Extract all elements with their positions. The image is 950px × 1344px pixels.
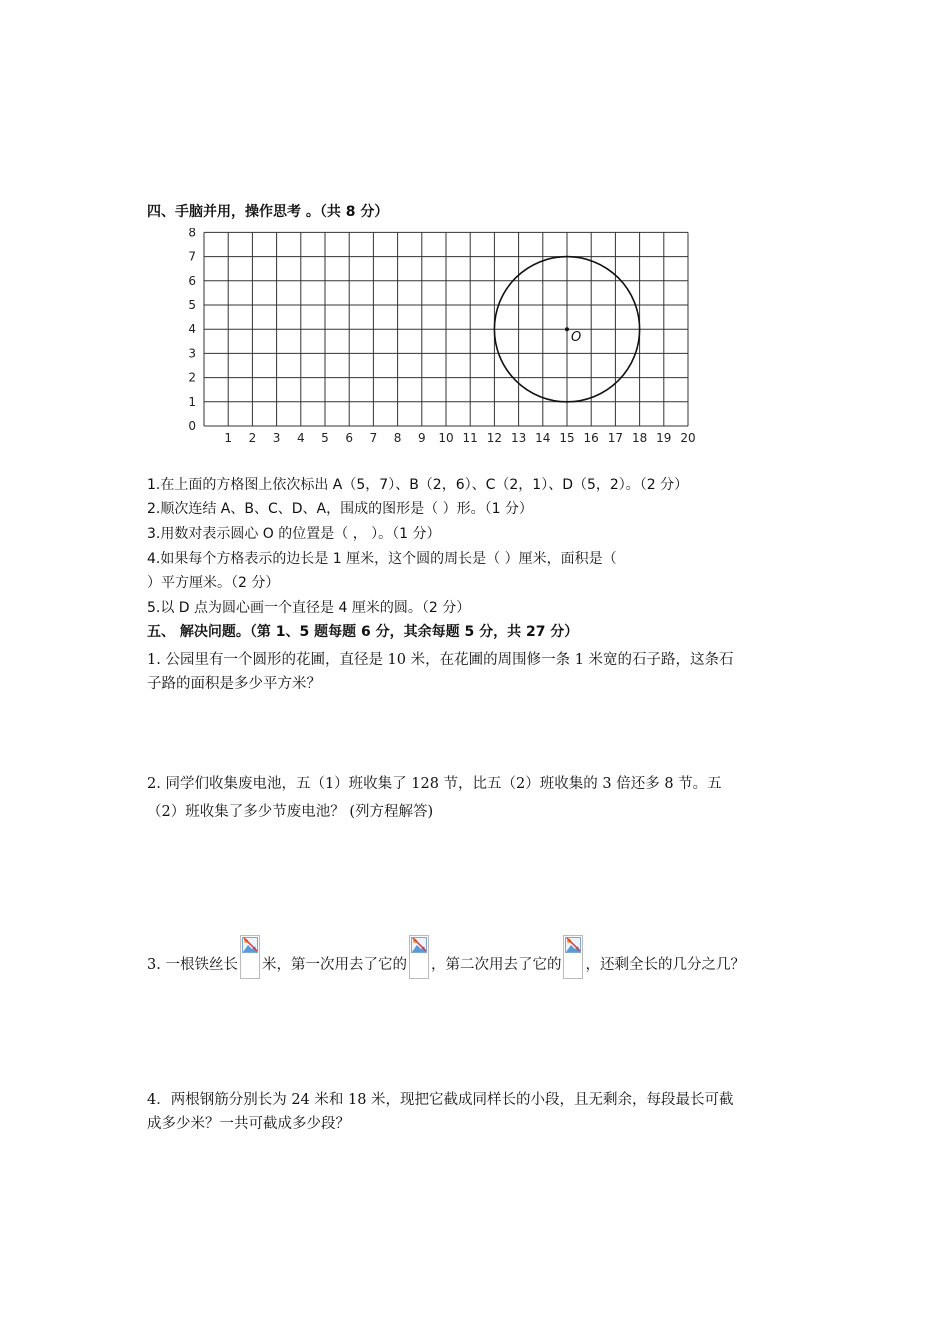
- circle-center-label: O: [571, 330, 582, 346]
- y-tick-label: 0: [188, 419, 196, 433]
- x-tick-label: 7: [369, 431, 378, 445]
- problem-1-line2: 子路的面积是多少平方米？: [147, 676, 321, 692]
- x-tick-label: 17: [607, 431, 624, 445]
- x-tick-label: 5: [321, 431, 329, 445]
- x-tick-label: 16: [583, 431, 599, 445]
- y-tick-label: 1: [188, 394, 196, 409]
- problem-3: [147, 943, 745, 987]
- question-4-1: 1.在上面的方格图上依次标出 A（5，7）、B（2，6）、C（2，1）、D（5，2）。（2 分）: [147, 477, 689, 493]
- x-tick-label: 3: [272, 431, 281, 445]
- x-tick-label: 12: [486, 431, 503, 445]
- x-tick-label: 20: [680, 431, 696, 445]
- question-4-4-line1: 4.如果每个方格表示的边长是 1 厘米，这个圆的周长是（ ）厘米，面积是（: [147, 551, 617, 567]
- x-tick-label: 19: [656, 431, 672, 445]
- x-tick-label: 11: [462, 431, 478, 445]
- broken-image-icon: [563, 935, 583, 979]
- x-tick-label: 10: [438, 431, 454, 445]
- y-tick-label: 8: [188, 228, 196, 240]
- x-tick-label: 8: [393, 431, 402, 445]
- x-tick-label: 13: [510, 431, 527, 445]
- problem-3-text-4: ，还剩全长的几分之几？: [585, 957, 745, 973]
- x-tick-label: 14: [535, 431, 551, 445]
- problem-3-text-3: ，第二次用去了它的: [430, 957, 562, 973]
- coordinate-grid: [180, 228, 700, 450]
- x-tick-label: 18: [631, 431, 648, 445]
- question-4-5: 5.以 D 点为圆心画一个直径是 4 厘米的圆。（2 分）: [147, 600, 471, 616]
- x-tick-label: 6: [345, 431, 354, 445]
- section5-title: 五、 解决问题。（第 1、5 题每题 6 分，其余每题 5 分，共 27 分）: [147, 624, 579, 640]
- broken-image-icon: [409, 935, 429, 979]
- problem-2-line2: （2）班收集了多少节废电池？ (列方程解答): [147, 804, 434, 820]
- y-tick-label: 7: [188, 249, 196, 264]
- problem-3-text-2: 米，第一次用去了它的: [261, 957, 407, 973]
- x-tick-label: 1: [224, 431, 233, 445]
- x-tick-label: 4: [296, 431, 305, 445]
- y-tick-label: 4: [188, 322, 196, 337]
- question-4-2: 2.顺次连结 A、B、C、D、A，围成的图形是（ ）形。（1 分）: [147, 501, 533, 517]
- y-tick-label: 2: [188, 370, 196, 385]
- problem-3-text-1: 3. 一根铁丝长: [147, 957, 238, 973]
- x-tick-label: 9: [417, 431, 426, 445]
- problem-4-line2: 成多少米？一共可截成多少段？: [147, 1116, 350, 1132]
- y-tick-label: 5: [188, 298, 196, 312]
- question-4-3: 3.用数对表示圆心 O 的位置是（ ， ）。（1 分）: [147, 526, 441, 542]
- x-tick-label: 15: [559, 431, 575, 445]
- circle-center-point: [565, 327, 569, 331]
- broken-image-icon: [240, 935, 260, 979]
- problem-1-line1: 1. 公园里有一个圆形的花圃，直径是 10 米，在花圃的周围修一条 1 米宽的石子路，这条石: [147, 652, 734, 668]
- problem-2-line1: 2. 同学们收集废电池，五（1）班收集了 128 节，比五（2）班收集的 3 倍还多 8 节。五: [147, 776, 722, 792]
- y-tick-label: 6: [188, 273, 196, 288]
- y-tick-label: 3: [188, 346, 196, 361]
- problem-4-line1: 4．两根钢筋分别长为 24 米和 18 米，现把它截成同样长的小段，且无剩余，每段最长可截: [147, 1092, 734, 1108]
- x-tick-label: 2: [248, 431, 257, 445]
- section4-title: 四、手脑并用，操作思考 。（共 8 分）: [147, 204, 389, 220]
- question-4-4-line2: ）平方厘米。（2 分）: [147, 575, 280, 591]
